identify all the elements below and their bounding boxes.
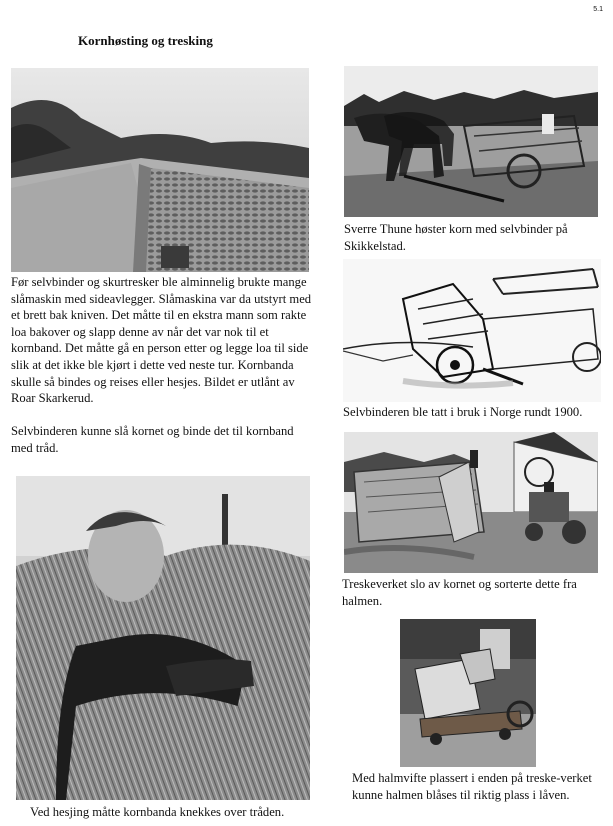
straw-blower-photo <box>400 619 536 767</box>
thresher-photo <box>344 432 598 573</box>
man-sheaves-photo <box>16 476 310 800</box>
binder-paragraph: Selvbinderen kunne slå kornet og binde det til kornband med tråd. <box>11 424 294 455</box>
caption-horse-binder: Sverre Thune høster korn med selvbinder på Skikkelstad. <box>344 222 568 253</box>
caption-man-sheaves: Ved hesjing måtte kornbanda knekkes over tråden. <box>30 805 285 819</box>
binder-drawing <box>343 259 601 402</box>
page-number: 5.1 <box>593 6 603 13</box>
horse-binder-photo <box>344 66 598 217</box>
caption-binder-drawing: Selvbinderen ble tatt i bruk i Norge rundt 1900. <box>343 405 583 419</box>
intro-paragraph: Før selvbinder og skurtresker ble alminnelig brukte mange slåmaskin med sideavlegger. Slåmaskina var da utstyrt med et brett bak kniven. Det måtte til en ekstra mann som rakte loa bakover og slapp denne av når det var nok til et kornband. Det måtte gå en person etter og legge loa til side slik at det ikke ble kjørt i dette ved neste tur. Kornbanda skulle så bindes og reises eller hesjes. Bildet er utlånt av Roar Skarkerud. <box>11 275 312 406</box>
page-title: Kornhøsting og tresking <box>78 33 213 48</box>
caption-straw-blower: Med halmvifte plassert i enden på treske-verket kunne halmen blåses til riktig plass i låven. <box>352 771 592 802</box>
field-photo <box>11 68 309 272</box>
caption-thresher: Treskeverket slo av kornet og sorterte dette fra halmen. <box>342 577 577 608</box>
